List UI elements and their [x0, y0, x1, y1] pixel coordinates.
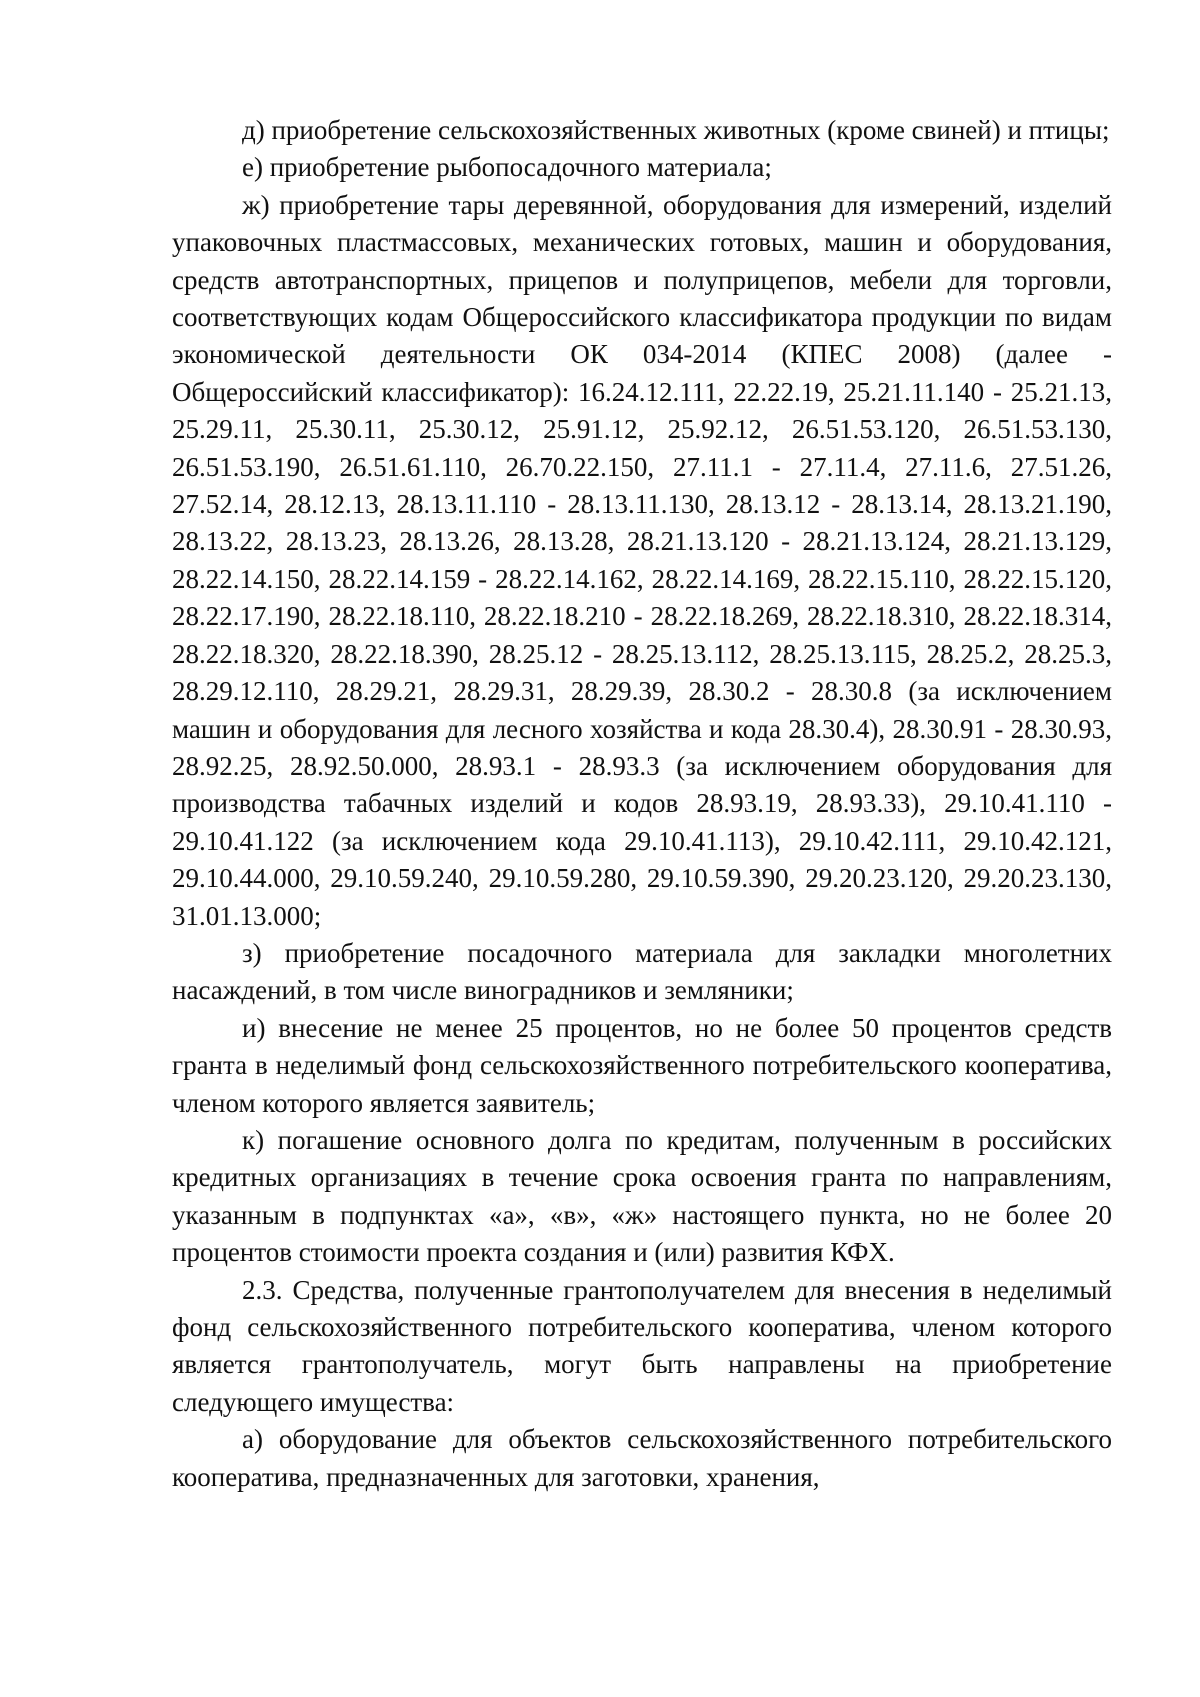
paragraph-k-loan-repayment: к) погашение основного долга по кредитам, полученным в российских кредитных организациях в течение срока освоения гранта по направлениям, указанным в подпунктах «а», «в», «ж» настоящего пункта, но не более 20 процентов стоимости проекта создания и (или) развития КФХ. [172, 1124, 1112, 1268]
paragraph-zh-equipment-codes: ж) приобретение тары деревянной, оборудования для измерений, изделий упаковочных пластмассовых, механических готовых, машин и оборудования, средств автотранспортных, прицепов и полуприцепов, мебели для торговли, соответствующих кодам Общероссийского классификатора продукции по видам экономической деятельности ОК 034-2014 (КПЕС 2008) (далее - Общероссийский классификатор): 16.24.12.111, 22.22.19, 25.21.11.140 - 25.21.13, 25.29.11, 25.30.11, 25.30.12, 25.91.12, 25.92.12, 26.51.53.120, 26.51.53.130, 26.51.53.190, 26.51.61.110, 26.70.22.150, 27.11.1 - 27.11.4, 27.11.6, 27.51.26, 27.52.14, 28.12.13, 28.13.11.110 - 28.13.11.130, 28.13.12 - 28.13.14, 28.13.21.190, 28.13.22, 28.13.23, 28.13.26, 28.13.28, 28.21.13.120 - 28.21.13.124, 28.21.13.129, 28.22.14.150, 28.22.14.159 - 28.22.14.162, 28.22.14.169, 28.22.15.110, 28.22.15.120, 28.22.17.190, 28.22.18.110, 28.22.18.210 - 28.22.18.269, 28.22.18.310, 28.22.18.314, 28.22.18.320, 28.22.18.390, 28.25.12 - 28.25.13.112, 28.25.13.115, 28.25.2, 28.25.3, 28.29.12.110, 28.29.21, 28.29.31, 28.29.39, 28.30.2 - 28.30.8 (за исключением машин и оборудования для лесного хозяйства и кода 28.30.4), 28.30.91 - 28.30.93, 28.92.25, 28.92.50.000, 28.93.1 - 28.93.3 (за исключением оборудования для производства табачных изделий и кодов 28.93.19, 28.93.33), 29.10.41.110 - 29.10.41.122 (за исключением кода 29.10.41.113), 29.10.42.111, 29.10.42.121, 29.10.44.000, 29.10.59.240, 29.10.59.280, 29.10.59.390, 29.20.23.120, 29.20.23.130, 31.01.13.000; [172, 189, 1112, 931]
paragraph-e-fish-stock: е) приобретение рыбопосадочного материала; [242, 152, 772, 183]
document-body [172, 112, 1112, 1496]
paragraph-2-3-funds-usage: 2.3. Средства, полученные грантополучателем для внесения в неделимый фонд сельскохозяйственного потребительского кооператива, членом которого является грантополучатель, могут быть направлены на приобретение следующего имущества: [172, 1274, 1112, 1417]
paragraph-d-livestock: д) приобретение сельскохозяйственных животных (кроме свиней) и птицы; [242, 115, 1110, 145]
paragraph-z-planting-material: з) приобретение посадочного материала для закладки многолетних насаждений, в том числе виноградников и земляники; [172, 937, 1112, 1006]
paragraph-a-cooperative-equipment: а) оборудование для объектов сельскохозяйственного потребительского кооператива, предназначенных для заготовки, хранения, [172, 1424, 1112, 1492]
paragraph-i-cooperative-fund: и) внесение не менее 25 процентов, но не более 50 процентов средств гранта в неделимый фонд сельскохозяйственного потребительского кооператива, членом которого является заявитель; [172, 1012, 1112, 1118]
